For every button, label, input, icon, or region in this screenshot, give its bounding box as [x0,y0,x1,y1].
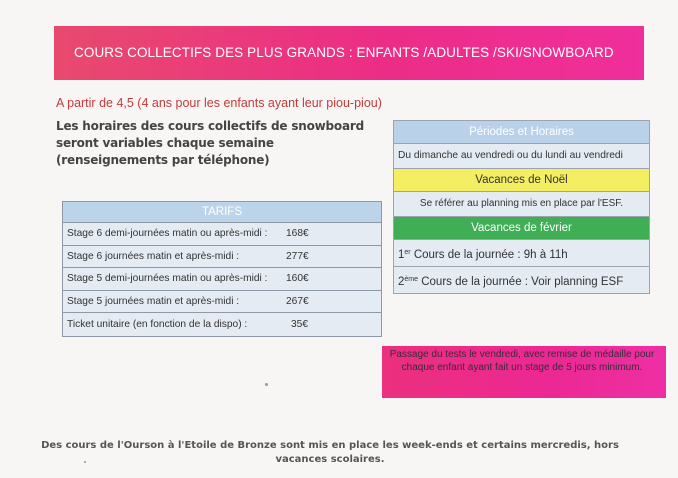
course-1-suffix: er [404,249,411,256]
tarifs-header: TARIFS [63,202,381,223]
course-2-row [394,267,649,293]
course-1-ordinal: 1 [398,249,405,261]
tarif-row [63,223,381,246]
tarif-row [63,268,381,291]
esf-note-row: Se référer au planning mis en place par l'ESF. [394,192,649,217]
course-2-text: Cours de la journée : Voir planning ESF [418,276,624,288]
tarif-label: Stage 6 demi-journées matin ou après-midi : [67,228,268,240]
banner-title: COURS COLLECTIFS DES PLUS GRANDS : ENFANTS /ADULTES /SKI/SNOWBOARD [74,45,614,60]
footer-text: Des cours de l'Ourson à l'Etoile de Bronze sont mis en place les week-ends et certains mercredis, hors vacances scolaires. [41,440,619,465]
tarif-price: 168€ [286,228,309,240]
intro-text: Les horaires des cours collectifs de snowboard seront variables chaque semaine (renseignements par téléphone) [56,119,364,167]
periods-table [393,120,650,294]
tarif-price: 277€ [286,250,309,262]
tarifs-table [62,201,382,337]
tarif-label: Stage 6 journées matin et après-midi : [67,250,240,262]
scan-speck [265,383,268,386]
tarif-price: 160€ [286,273,309,285]
tarif-row [63,291,381,314]
tarif-label: Ticket unitaire (en fonction de la dispo) : [67,319,248,331]
tarif-row [63,313,381,336]
course-2-suffix: ème [404,276,419,283]
tarif-label: Stage 5 demi-journées matin ou après-midi : [67,273,268,285]
title-banner [54,26,644,80]
age-note: A partir de 4,5 (4 ans pour les enfants ayant leur piou-piou) [56,96,382,110]
fevrier-row: Vacances de février [394,217,649,240]
tarif-row [63,246,381,269]
periods-header: Périodes et Horaires [394,121,649,144]
tarif-price: 35€ [291,319,308,331]
course-1-row [394,240,649,267]
days-row: Du dimanche au vendredi ou du lundi au vendredi [394,144,649,169]
medal-note: Passage du tests le vendredi, avec remise de médaille pour chaque enfant ayant fait un stage de 5 jours minimum. [382,346,666,398]
tarif-label: Stage 5 journées matin et après-midi : [67,296,240,308]
noel-row: Vacances de Noël [394,169,649,192]
tarif-price: 267€ [286,296,309,308]
course-1-text: Cours de la journée : 9h à 11h [410,249,568,261]
course-2-ordinal: 2 [398,276,405,288]
scan-speck [84,461,86,463]
